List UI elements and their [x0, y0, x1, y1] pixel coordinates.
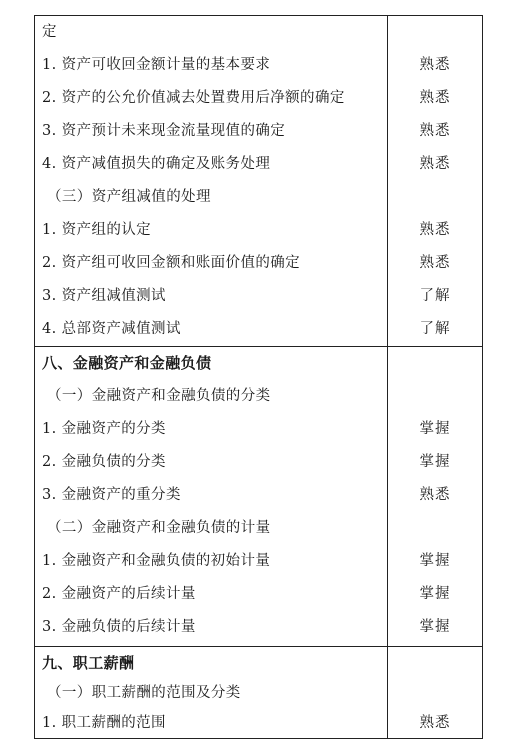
- table-row: [35, 82, 482, 115]
- row-item: （一）金融资产和金融负债的分类: [47, 388, 271, 404]
- row-level: 掌握: [419, 454, 451, 470]
- row-level: 熟悉: [419, 90, 451, 106]
- row-level: 熟悉: [419, 156, 451, 172]
- table-row: [35, 545, 482, 578]
- row-level: 了解: [419, 288, 451, 304]
- table-row: [35, 280, 482, 313]
- row-item: 定: [42, 24, 57, 40]
- table-row: [35, 380, 482, 413]
- row-level: 掌握: [419, 586, 451, 602]
- row-item: （二）金融资产和金融负债的计量: [47, 520, 271, 536]
- table-row: [35, 247, 482, 280]
- row-item: 3. 资产预计未来现金流量现值的确定: [42, 123, 286, 139]
- row-level: 熟悉: [419, 57, 451, 73]
- row-item: 3. 金融负债的后续计量: [42, 619, 196, 635]
- table-row: [35, 313, 482, 346]
- row-level: 掌握: [419, 421, 451, 437]
- table-row: [35, 677, 482, 710]
- section-financial-instruments: [35, 346, 482, 646]
- row-item: 2. 资产的公允价值减去处置费用后净额的确定: [42, 90, 345, 106]
- row-item: 3. 资产组减值测试: [42, 288, 166, 304]
- table-row: [35, 578, 482, 611]
- row-item: 1. 金融资产的分类: [42, 421, 166, 437]
- row-item: 4. 总部资产减值测试: [42, 321, 181, 337]
- table-row: [35, 347, 482, 380]
- table-row: [35, 115, 482, 148]
- chapter-heading: 八、金融资产和金融负债: [42, 354, 212, 372]
- row-item: 1. 金融资产和金融负债的初始计量: [42, 553, 271, 569]
- table-row: [35, 16, 482, 49]
- table-row: [35, 214, 482, 247]
- row-item: 3. 金融资产的重分类: [42, 487, 181, 503]
- row-item: 1. 资产组的认定: [42, 222, 152, 238]
- row-item: 2. 金融资产的后续计量: [42, 586, 196, 602]
- table-row: [35, 611, 482, 644]
- table-row: [35, 446, 482, 479]
- row-level: 了解: [419, 321, 451, 337]
- row-level: 熟悉: [419, 255, 451, 271]
- row-item: （一）职工薪酬的范围及分类: [47, 685, 241, 701]
- section-asset-impairment: [35, 16, 482, 346]
- row-level: 掌握: [419, 553, 451, 569]
- row-level: 熟悉: [419, 715, 451, 731]
- row-level: 熟悉: [419, 487, 451, 503]
- table-row: [35, 49, 482, 82]
- table-row: [35, 479, 482, 512]
- table-row: [35, 512, 482, 545]
- row-item: 2. 金融负债的分类: [42, 454, 166, 470]
- row-item: 1. 资产可收回金额计量的基本要求: [42, 57, 271, 73]
- row-level: 熟悉: [419, 123, 451, 139]
- row-level: 熟悉: [419, 222, 451, 238]
- table-row: [35, 413, 482, 446]
- row-item: 1. 职工薪酬的范围: [42, 715, 166, 731]
- table-row: [35, 148, 482, 181]
- row-level: 掌握: [419, 619, 451, 635]
- table-row: [35, 181, 482, 214]
- row-item: 4. 资产减值损失的确定及账务处理: [42, 156, 271, 172]
- table-row: [35, 647, 482, 680]
- table-row: [35, 707, 482, 740]
- syllabus-table: [34, 15, 483, 739]
- chapter-heading: 九、职工薪酬: [42, 654, 135, 672]
- row-item: 2. 资产组可收回金额和账面价值的确定: [42, 255, 301, 271]
- section-employee-compensation: [35, 646, 482, 738]
- row-item: （三）资产组减值的处理: [47, 189, 211, 205]
